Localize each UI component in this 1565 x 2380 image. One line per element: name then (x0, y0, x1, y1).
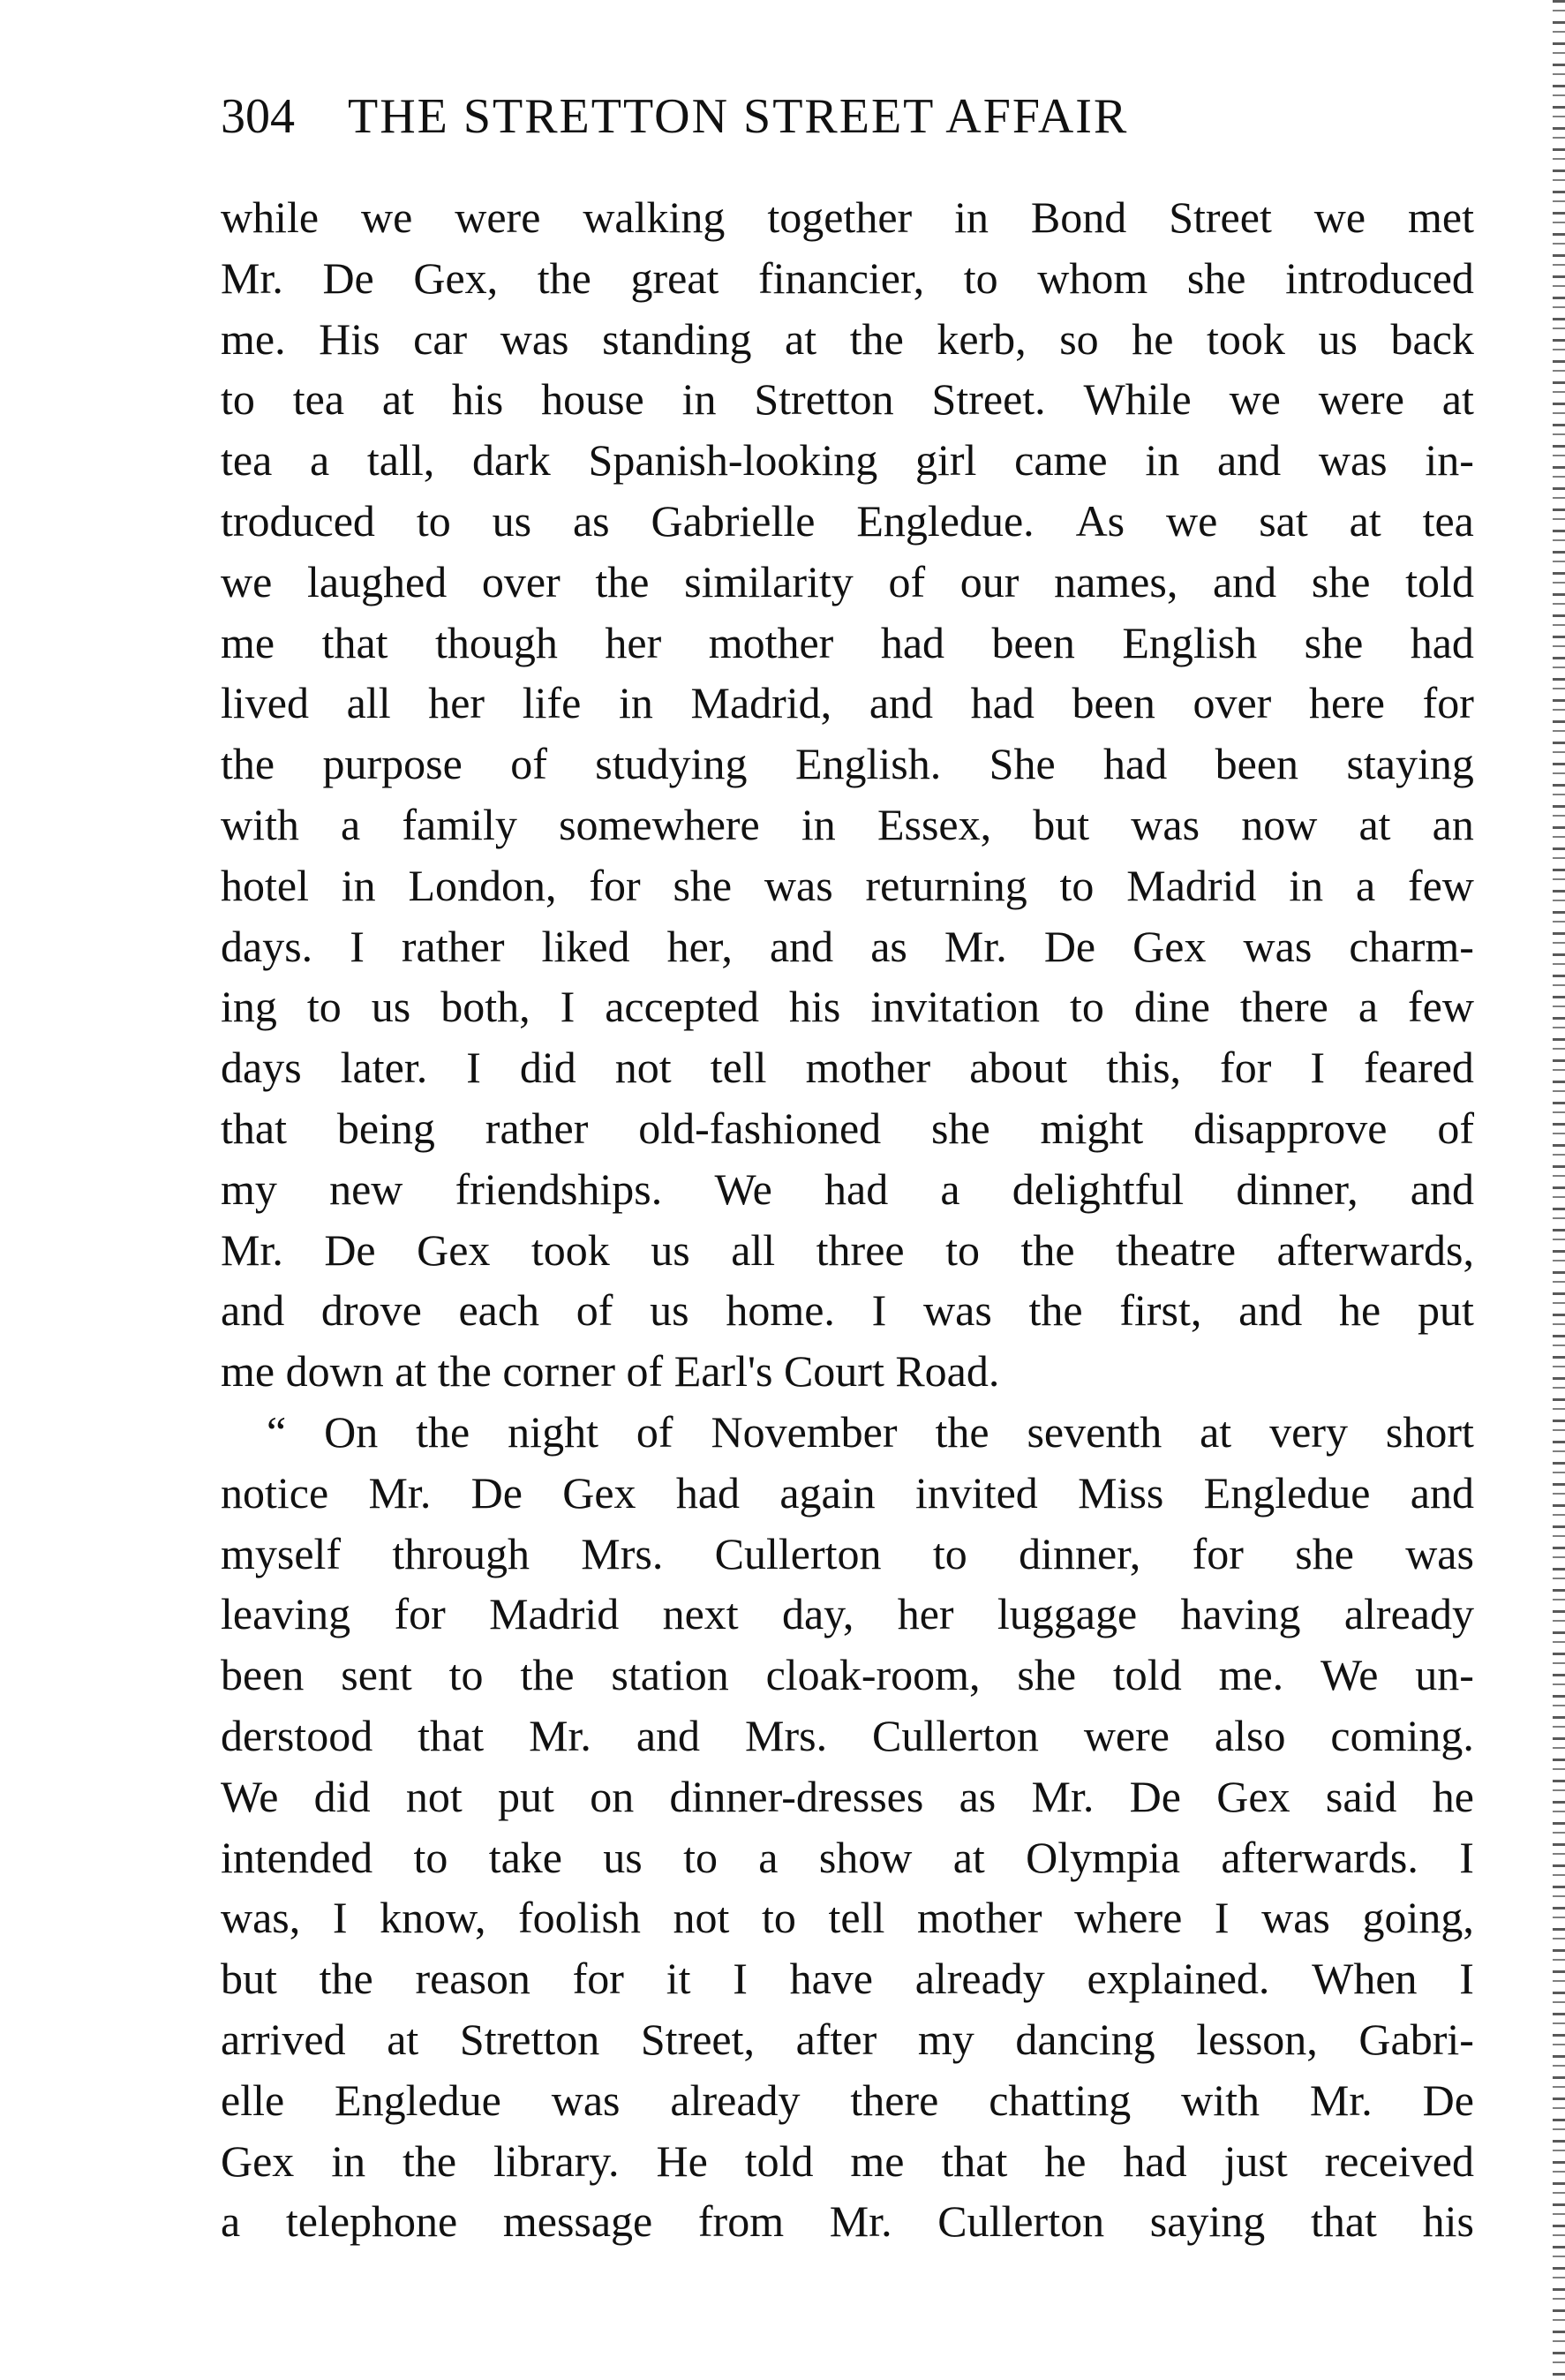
text-line: ing to us both, I accepted his invitation to dine there a few (221, 982, 1474, 1032)
text-line: was, I know, foolish not to tell mother where I was going, (221, 1893, 1474, 1943)
text-line: that being rather old-fashioned she might disapprove of (221, 1103, 1474, 1153)
text-line: troduced to us as Gabrielle Engledue. As we sat at tea (221, 495, 1474, 546)
text-line: Mr. De Gex took us all three to the theatre afterwards, (221, 1224, 1474, 1275)
text-line: been sent to the station cloak-room, she told me. We un- (221, 1650, 1474, 1700)
text-line: Mr. De Gex, the great financier, to whom she introduced (221, 252, 1474, 303)
text-line: while we were walking together in Bond Street we met (221, 192, 1474, 242)
text-line: tea a tall, dark Spanish-looking girl came in and was in- (221, 435, 1474, 486)
text-line: to tea at his house in Stretton Street. While we were at (221, 374, 1474, 425)
text-line: we laughed over the similarity of our names, and she told (221, 556, 1474, 606)
text-line: but the reason for it I have already explained. When I (221, 1954, 1474, 2004)
text-line: days. I rather liked her, and as Mr. De Gex was charm- (221, 921, 1474, 971)
text-line: me. His car was standing at the kerb, so he took us back (221, 313, 1474, 364)
text-line: my new friendships. We had a delightful dinner, and (221, 1164, 1474, 1214)
page-number: 304 (221, 89, 295, 144)
text-line: intended to take us to a show at Olympia afterwards. I (221, 1832, 1474, 1882)
text-line: leaving for Madrid next day, her luggage having already (221, 1589, 1474, 1639)
text-line: “ On the night of November the seventh at very short (267, 1406, 1474, 1457)
text-line: Gex in the library. He told me that he had just received (221, 2135, 1474, 2186)
text-line: derstood that Mr. and Mrs. Cullerton were also coming. (221, 1710, 1474, 1760)
text-line: me down at the corner of Earl's Court Road. (221, 1346, 1000, 1397)
text-line: arrived at Stretton Street, after my dancing lesson, Gabri- (221, 2014, 1474, 2064)
body-text (221, 187, 1474, 2252)
text-line: elle Engledue was already there chatting with Mr. De (221, 2075, 1474, 2125)
scanned-page-edge (1553, 0, 1565, 2380)
running-title: THE STRETTON STREET AFFAIR (348, 89, 1129, 144)
text-line: myself through Mrs. Cullerton to dinner, for she was (221, 1528, 1474, 1578)
text-line: the purpose of studying English. She had been staying (221, 739, 1474, 789)
text-line: notice Mr. De Gex had again invited Miss Engledue and (221, 1467, 1474, 1518)
running-header (221, 88, 1128, 145)
text-line: lived all her life in Madrid, and had been over here for (221, 678, 1474, 728)
text-line: me that though her mother had been English she had (221, 617, 1474, 667)
text-line: We did not put on dinner-dresses as Mr. De Gex said he (221, 1771, 1474, 1821)
text-line: days later. I did not tell mother about this, for I feared (221, 1043, 1474, 1093)
text-line: with a family somewhere in Essex, but was now at an (221, 799, 1474, 849)
text-line: and drove each of us home. I was the first, and he put (221, 1285, 1474, 1336)
text-line: hotel in London, for she was returning to Madrid in a few (221, 860, 1474, 910)
text-line: a telephone message from Mr. Cullerton saying that his (221, 2196, 1474, 2247)
